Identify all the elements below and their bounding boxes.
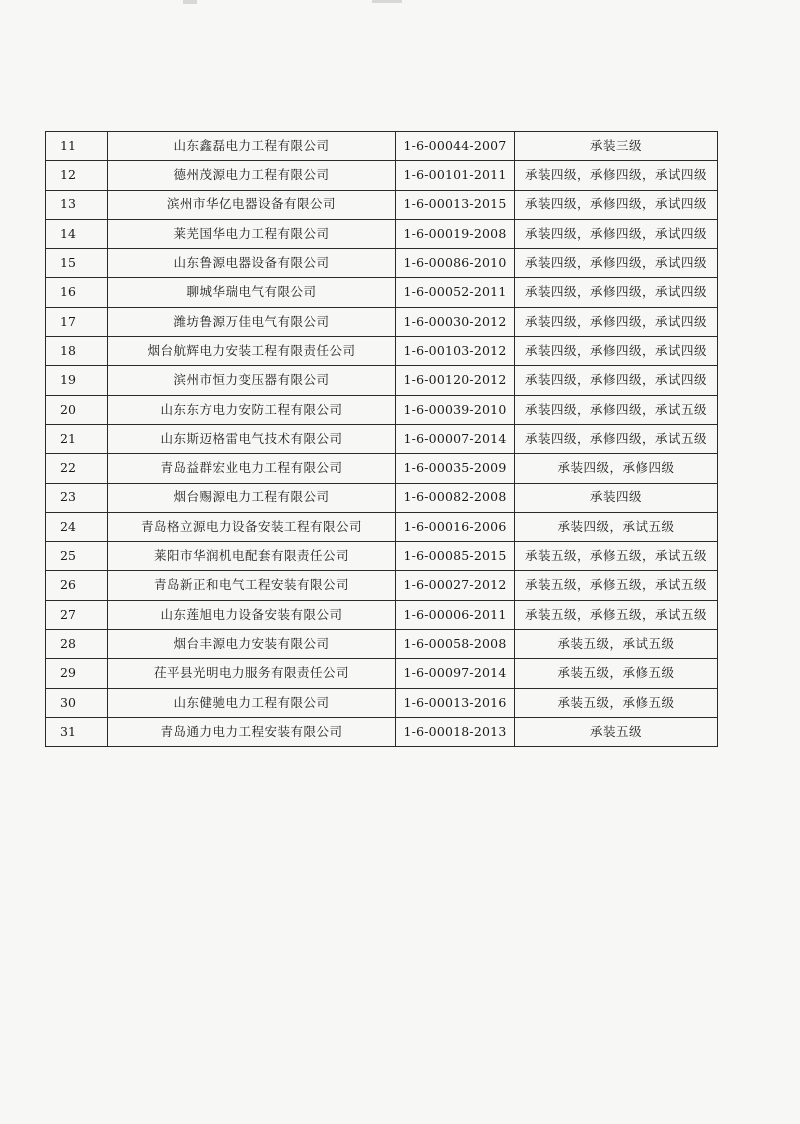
table-row [46,132,718,161]
company-name: 滨州市恒力变压器有限公司 [108,366,396,395]
table-row [46,542,718,571]
company-name: 莱阳市华润机电配套有限责任公司 [108,542,396,571]
license-table-body [46,132,718,747]
row-number: 20 [46,395,108,424]
license-level: 承装五级，承修五级，承试五级 [515,600,718,629]
company-name: 山东鑫磊电力工程有限公司 [108,132,396,161]
license-level: 承装五级，承修五级，承试五级 [515,571,718,600]
row-number: 17 [46,307,108,336]
certificate-number: 1-6-00097-2014 [396,659,515,688]
certificate-number: 1-6-00086-2010 [396,249,515,278]
company-name: 烟台丰源电力安装有限公司 [108,630,396,659]
license-level: 承装四级，承修四级，承试四级 [515,337,718,366]
table-row [46,249,718,278]
certificate-number: 1-6-00103-2012 [396,337,515,366]
table-row [46,190,718,219]
company-name: 青岛益群宏业电力工程有限公司 [108,454,396,483]
license-level: 承装四级 [515,483,718,512]
table-row [46,512,718,541]
certificate-number: 1-6-00044-2007 [396,132,515,161]
row-number: 12 [46,161,108,190]
license-level: 承装五级，承修五级，承试五级 [515,542,718,571]
certificate-number: 1-6-00013-2015 [396,190,515,219]
certificate-number: 1-6-00039-2010 [396,395,515,424]
table-row [46,219,718,248]
certificate-number: 1-6-00019-2008 [396,219,515,248]
company-name: 山东健驰电力工程有限公司 [108,688,396,717]
certificate-number: 1-6-00016-2006 [396,512,515,541]
license-level: 承装四级，承修四级，承试四级 [515,307,718,336]
row-number: 25 [46,542,108,571]
scan-mark [183,0,197,4]
license-level: 承装四级，承修四级 [515,454,718,483]
company-name: 青岛通力电力工程安装有限公司 [108,717,396,746]
certificate-number: 1-6-00120-2012 [396,366,515,395]
table-row [46,395,718,424]
certificate-number: 1-6-00035-2009 [396,454,515,483]
row-number: 14 [46,219,108,248]
certificate-number: 1-6-00082-2008 [396,483,515,512]
table-row [46,424,718,453]
table-row [46,337,718,366]
license-table [45,131,718,747]
license-level: 承装四级，承修四级，承试四级 [515,219,718,248]
table-row [46,600,718,629]
row-number: 22 [46,454,108,483]
table-row [46,454,718,483]
certificate-number: 1-6-00058-2008 [396,630,515,659]
table-row [46,278,718,307]
certificate-number: 1-6-00101-2011 [396,161,515,190]
certificate-number: 1-6-00085-2015 [396,542,515,571]
certificate-number: 1-6-00018-2013 [396,717,515,746]
row-number: 29 [46,659,108,688]
table-row [46,659,718,688]
table-row [46,688,718,717]
license-level: 承装四级，承修四级，承试五级 [515,395,718,424]
license-level: 承装五级 [515,717,718,746]
license-level: 承装五级，承试五级 [515,630,718,659]
company-name: 潍坊鲁源万佳电气有限公司 [108,307,396,336]
company-name: 青岛格立源电力设备安装工程有限公司 [108,512,396,541]
row-number: 30 [46,688,108,717]
table-row [46,161,718,190]
license-level: 承装四级，承修四级，承试五级 [515,424,718,453]
row-number: 31 [46,717,108,746]
company-name: 山东莲旭电力设备安装有限公司 [108,600,396,629]
table-row [46,483,718,512]
company-name: 莱芜国华电力工程有限公司 [108,219,396,248]
row-number: 27 [46,600,108,629]
row-number: 26 [46,571,108,600]
company-name: 山东东方电力安防工程有限公司 [108,395,396,424]
license-level: 承装五级，承修五级 [515,688,718,717]
row-number: 16 [46,278,108,307]
license-level: 承装三级 [515,132,718,161]
certificate-number: 1-6-00007-2014 [396,424,515,453]
table-row [46,307,718,336]
license-level: 承装四级，承修四级，承试四级 [515,190,718,219]
company-name: 烟台航辉电力安装工程有限责任公司 [108,337,396,366]
table-row [46,717,718,746]
row-number: 23 [46,483,108,512]
certificate-number: 1-6-00030-2012 [396,307,515,336]
license-level: 承装四级，承试五级 [515,512,718,541]
company-name: 山东鲁源电器设备有限公司 [108,249,396,278]
row-number: 24 [46,512,108,541]
row-number: 15 [46,249,108,278]
company-name: 山东斯迈格雷电气技术有限公司 [108,424,396,453]
certificate-number: 1-6-00052-2011 [396,278,515,307]
company-name: 茌平县光明电力服务有限责任公司 [108,659,396,688]
certificate-number: 1-6-00006-2011 [396,600,515,629]
license-level: 承装四级，承修四级，承试四级 [515,278,718,307]
row-number: 13 [46,190,108,219]
company-name: 青岛新正和电气工程安装有限公司 [108,571,396,600]
table-row [46,571,718,600]
company-name: 德州茂源电力工程有限公司 [108,161,396,190]
company-name: 烟台赐源电力工程有限公司 [108,483,396,512]
license-level: 承装四级，承修四级，承试四级 [515,249,718,278]
license-level: 承装四级，承修四级，承试四级 [515,161,718,190]
row-number: 19 [46,366,108,395]
row-number: 21 [46,424,108,453]
table-row [46,630,718,659]
table-row [46,366,718,395]
company-name: 聊城华瑞电气有限公司 [108,278,396,307]
license-level: 承装五级，承修五级 [515,659,718,688]
scan-mark [372,0,402,3]
license-level: 承装四级，承修四级，承试四级 [515,366,718,395]
certificate-number: 1-6-00027-2012 [396,571,515,600]
certificate-number: 1-6-00013-2016 [396,688,515,717]
row-number: 28 [46,630,108,659]
company-name: 滨州市华亿电器设备有限公司 [108,190,396,219]
row-number: 18 [46,337,108,366]
row-number: 11 [46,132,108,161]
